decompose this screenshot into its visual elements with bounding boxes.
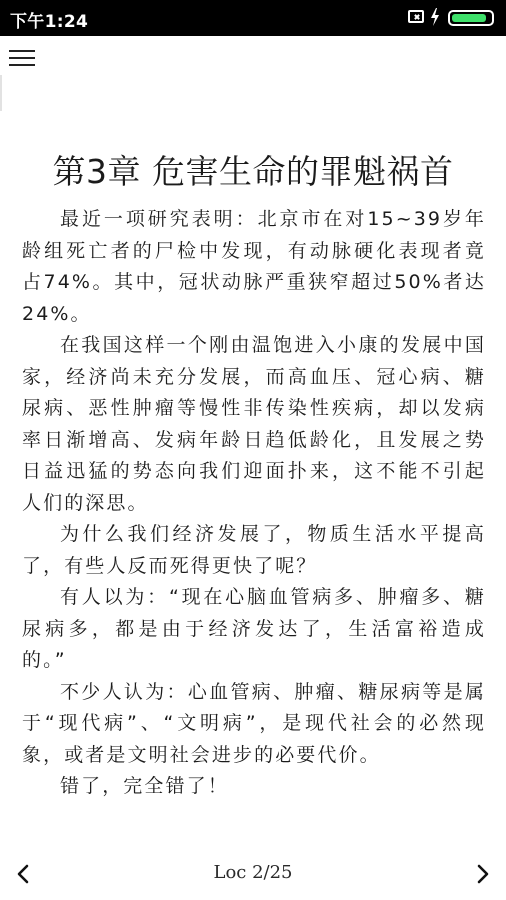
paragraph: 错了，完全错了！ bbox=[60, 775, 229, 797]
paragraph: 有人以为：“现在心脑血管病多、肿瘤多、糖尿病多，都是由于经济发达了，生活富裕造成的。” bbox=[22, 586, 486, 671]
drawer-edge-handle bbox=[0, 75, 2, 111]
location-indicator: Loc 2/25 bbox=[213, 862, 293, 883]
chevron-right-icon[interactable] bbox=[468, 860, 496, 888]
hamburger-menu-icon[interactable] bbox=[9, 46, 37, 70]
paragraph: 在我国这样一个刚由温饱进入小康的发展中国家，经济尚未充分发展，而高血压、冠心病、糖尿病、恶性肿瘤等慢性非传染性疾病，却以发病率日渐增高、发病年龄日趋低龄化，且发展之势日益迅猛的势态向我们迎面扑来，这不能不引起人们的深思。 bbox=[22, 334, 486, 514]
status-time: 下午1:24 bbox=[10, 12, 89, 32]
paragraph: 最近一项研究表明：北京市在对15~39岁年龄组死亡者的尸检中发现，有动脉硬化表现者竟占74%。其中，冠状动脉严重狭窄超过50%者达24%。 bbox=[22, 208, 486, 325]
sim-icon bbox=[408, 10, 424, 23]
chapter-text bbox=[22, 204, 486, 803]
charging-bolt-icon bbox=[430, 8, 440, 26]
paragraph: 为什么我们经济发展了，物质生活水平提高了，有些人反而死得更快了呢？ bbox=[22, 523, 486, 577]
paragraph: 不少人认为：心血管病、肿瘤、糖尿病等是属于“现代病”、“文明病”，是现代社会的必然现象，或者是文明社会进步的必要代价。 bbox=[22, 680, 486, 766]
battery-icon bbox=[448, 10, 494, 26]
chapter-title: 第3章 危害生命的罪魁祸首 bbox=[52, 152, 454, 192]
status-bar bbox=[0, 0, 506, 36]
battery-level-fill bbox=[452, 14, 486, 22]
